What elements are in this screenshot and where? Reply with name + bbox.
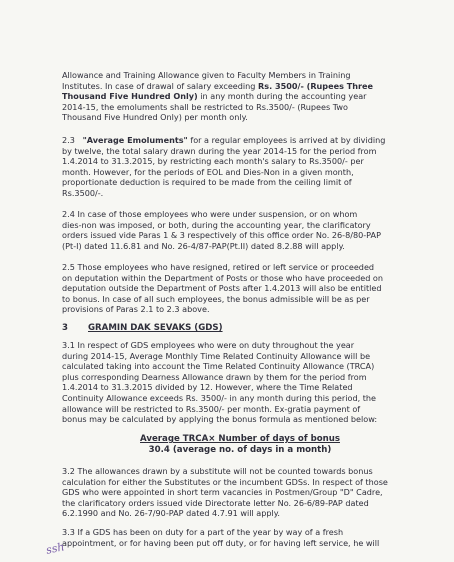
text-line bbox=[62, 135, 418, 146]
bold-amount: Thousand Five Hundred Only) bbox=[62, 91, 198, 102]
handwritten-initials: ssh bbox=[44, 540, 66, 557]
text-line: during 2014-15, Average Monthly Time Related Continuity Allowance will be bbox=[62, 350, 371, 361]
text-line: dies-non was imposed, or both, during the accounting year, the clarificatory bbox=[62, 219, 371, 230]
paragraph-3-2 bbox=[62, 466, 418, 519]
text-line: Thousand Five Hundred Only) per month only. bbox=[62, 112, 248, 123]
text-line: 2.4 In case of those employees who were under suspension, or on whom bbox=[62, 209, 358, 219]
text-line: Continuity Allowance exceeds Rs. 3500/- in any month during this period, the bbox=[62, 392, 377, 403]
text-line: the clarificatory orders issued vide Directorate letter No. 26-6/89-PAP dated bbox=[62, 497, 369, 508]
paragraph-2-4 bbox=[62, 209, 418, 251]
text-line: 2.5 Those employees who have resigned, retired or left service or proceeded bbox=[62, 262, 375, 272]
formula-denominator: 30.4 (average no. of days in a month) bbox=[148, 444, 332, 455]
paragraph-3-1 bbox=[62, 340, 418, 425]
text-line: by twelve, the total salary drawn during the year 2014-15 for the period from bbox=[62, 145, 377, 156]
text-line: 1.4.2014 to 31.3.2015, by restricting each month's salary to Rs.3500/- per bbox=[62, 156, 364, 167]
text-line: on deputation within the Department of Posts or those who have proceeded on bbox=[62, 272, 384, 283]
text-line: 1.4.2014 to 31.3.2015 divided by 12. However, where the Time Related bbox=[62, 382, 353, 393]
text-line bbox=[62, 81, 418, 92]
paragraph-2-3 bbox=[62, 135, 418, 199]
text-line: appointment, or for having been put off duty, or for having left service, he will bbox=[62, 537, 380, 548]
text-line: (Pt-I) dated 11.6.81 and No. 26-4/87-PAP(Pt.II) dated 8.2.88 will apply. bbox=[62, 240, 345, 251]
text-line: 2014-15, the emoluments shall be restricted to Rs.3500/- (Rupees Two bbox=[62, 101, 348, 112]
text-run: Institutes. In case of drawal of salary exceeding bbox=[62, 80, 259, 91]
paragraph-3-3 bbox=[62, 527, 418, 548]
bonus-formula bbox=[62, 434, 418, 455]
text-line: deputation outside the Department of Posts after 1.4.2013 will also be entitled bbox=[62, 283, 382, 294]
text-line: 3.3 If a GDS has been on duty for a part of the year by way of a fresh bbox=[62, 527, 344, 537]
section-title: GRAMIN DAK SEVAKS (GDS) bbox=[88, 323, 223, 333]
text-line: 3.1 In respect of GDS employees who were on duty throughout the year bbox=[62, 340, 355, 350]
text-line: proportionate deduction is required to be made from the ceiling limit of bbox=[62, 177, 352, 188]
text-line: 3.2 The allowances drawn by a substitute will not be counted towards bonus bbox=[62, 466, 373, 476]
text-line: allowance will be restricted to Rs.3500/- per month. Ex-gratia payment of bbox=[62, 403, 361, 414]
text-run: in any month during the accounting year bbox=[197, 91, 367, 102]
bold-amount: Rs. 3500/- (Rupees Three bbox=[258, 80, 373, 91]
formula-numerator: Average TRCA× Number of days of bonus bbox=[140, 434, 340, 444]
text-line: plus corresponding Dearness Allowance drawn by them for the period from bbox=[62, 371, 367, 382]
text-line: orders issued vide Paras 1 & 3 respectively of this office order No. 26-8/80-PAP bbox=[62, 230, 381, 241]
paragraph-2-5 bbox=[62, 262, 418, 315]
section-heading bbox=[62, 323, 223, 333]
text-run: for a regular employees is arrived at by dividing bbox=[187, 135, 386, 145]
text-line: calculation for either the Substitutes or the incumbent GDSs. In respect of those bbox=[62, 476, 388, 487]
paragraph-intro bbox=[62, 70, 418, 123]
text-line bbox=[62, 91, 418, 102]
text-line: to bonus. In case of all such employees, the bonus admissible will be as per bbox=[62, 293, 370, 304]
text-line: Rs.3500/-. bbox=[62, 187, 104, 198]
section-number: 3 bbox=[62, 323, 68, 333]
text-line: calculated taking into account the Time Related Continuity Allowance (TRCA) bbox=[62, 361, 375, 372]
text-line: provisions of Paras 2.1 to 2.3 above. bbox=[62, 304, 210, 315]
text-line: month. However, for the periods of EOL and Dies-Non in a given month, bbox=[62, 166, 354, 177]
text-line: GDS who were appointed in short term vacancies in Postmen/Group "D" Cadre, bbox=[62, 487, 383, 498]
para-number: 2.3 bbox=[62, 135, 75, 145]
text-line: Allowance and Training Allowance given to Faculty Members in Training bbox=[62, 70, 351, 80]
para-title: "Average Emoluments" bbox=[82, 135, 188, 145]
text-line: 6.2.1990 and No. 26-7/90-PAP dated 4.7.91 will apply. bbox=[62, 508, 281, 519]
text-line: bonus may be calculated by applying the bonus formula as mentioned below: bbox=[62, 414, 378, 425]
